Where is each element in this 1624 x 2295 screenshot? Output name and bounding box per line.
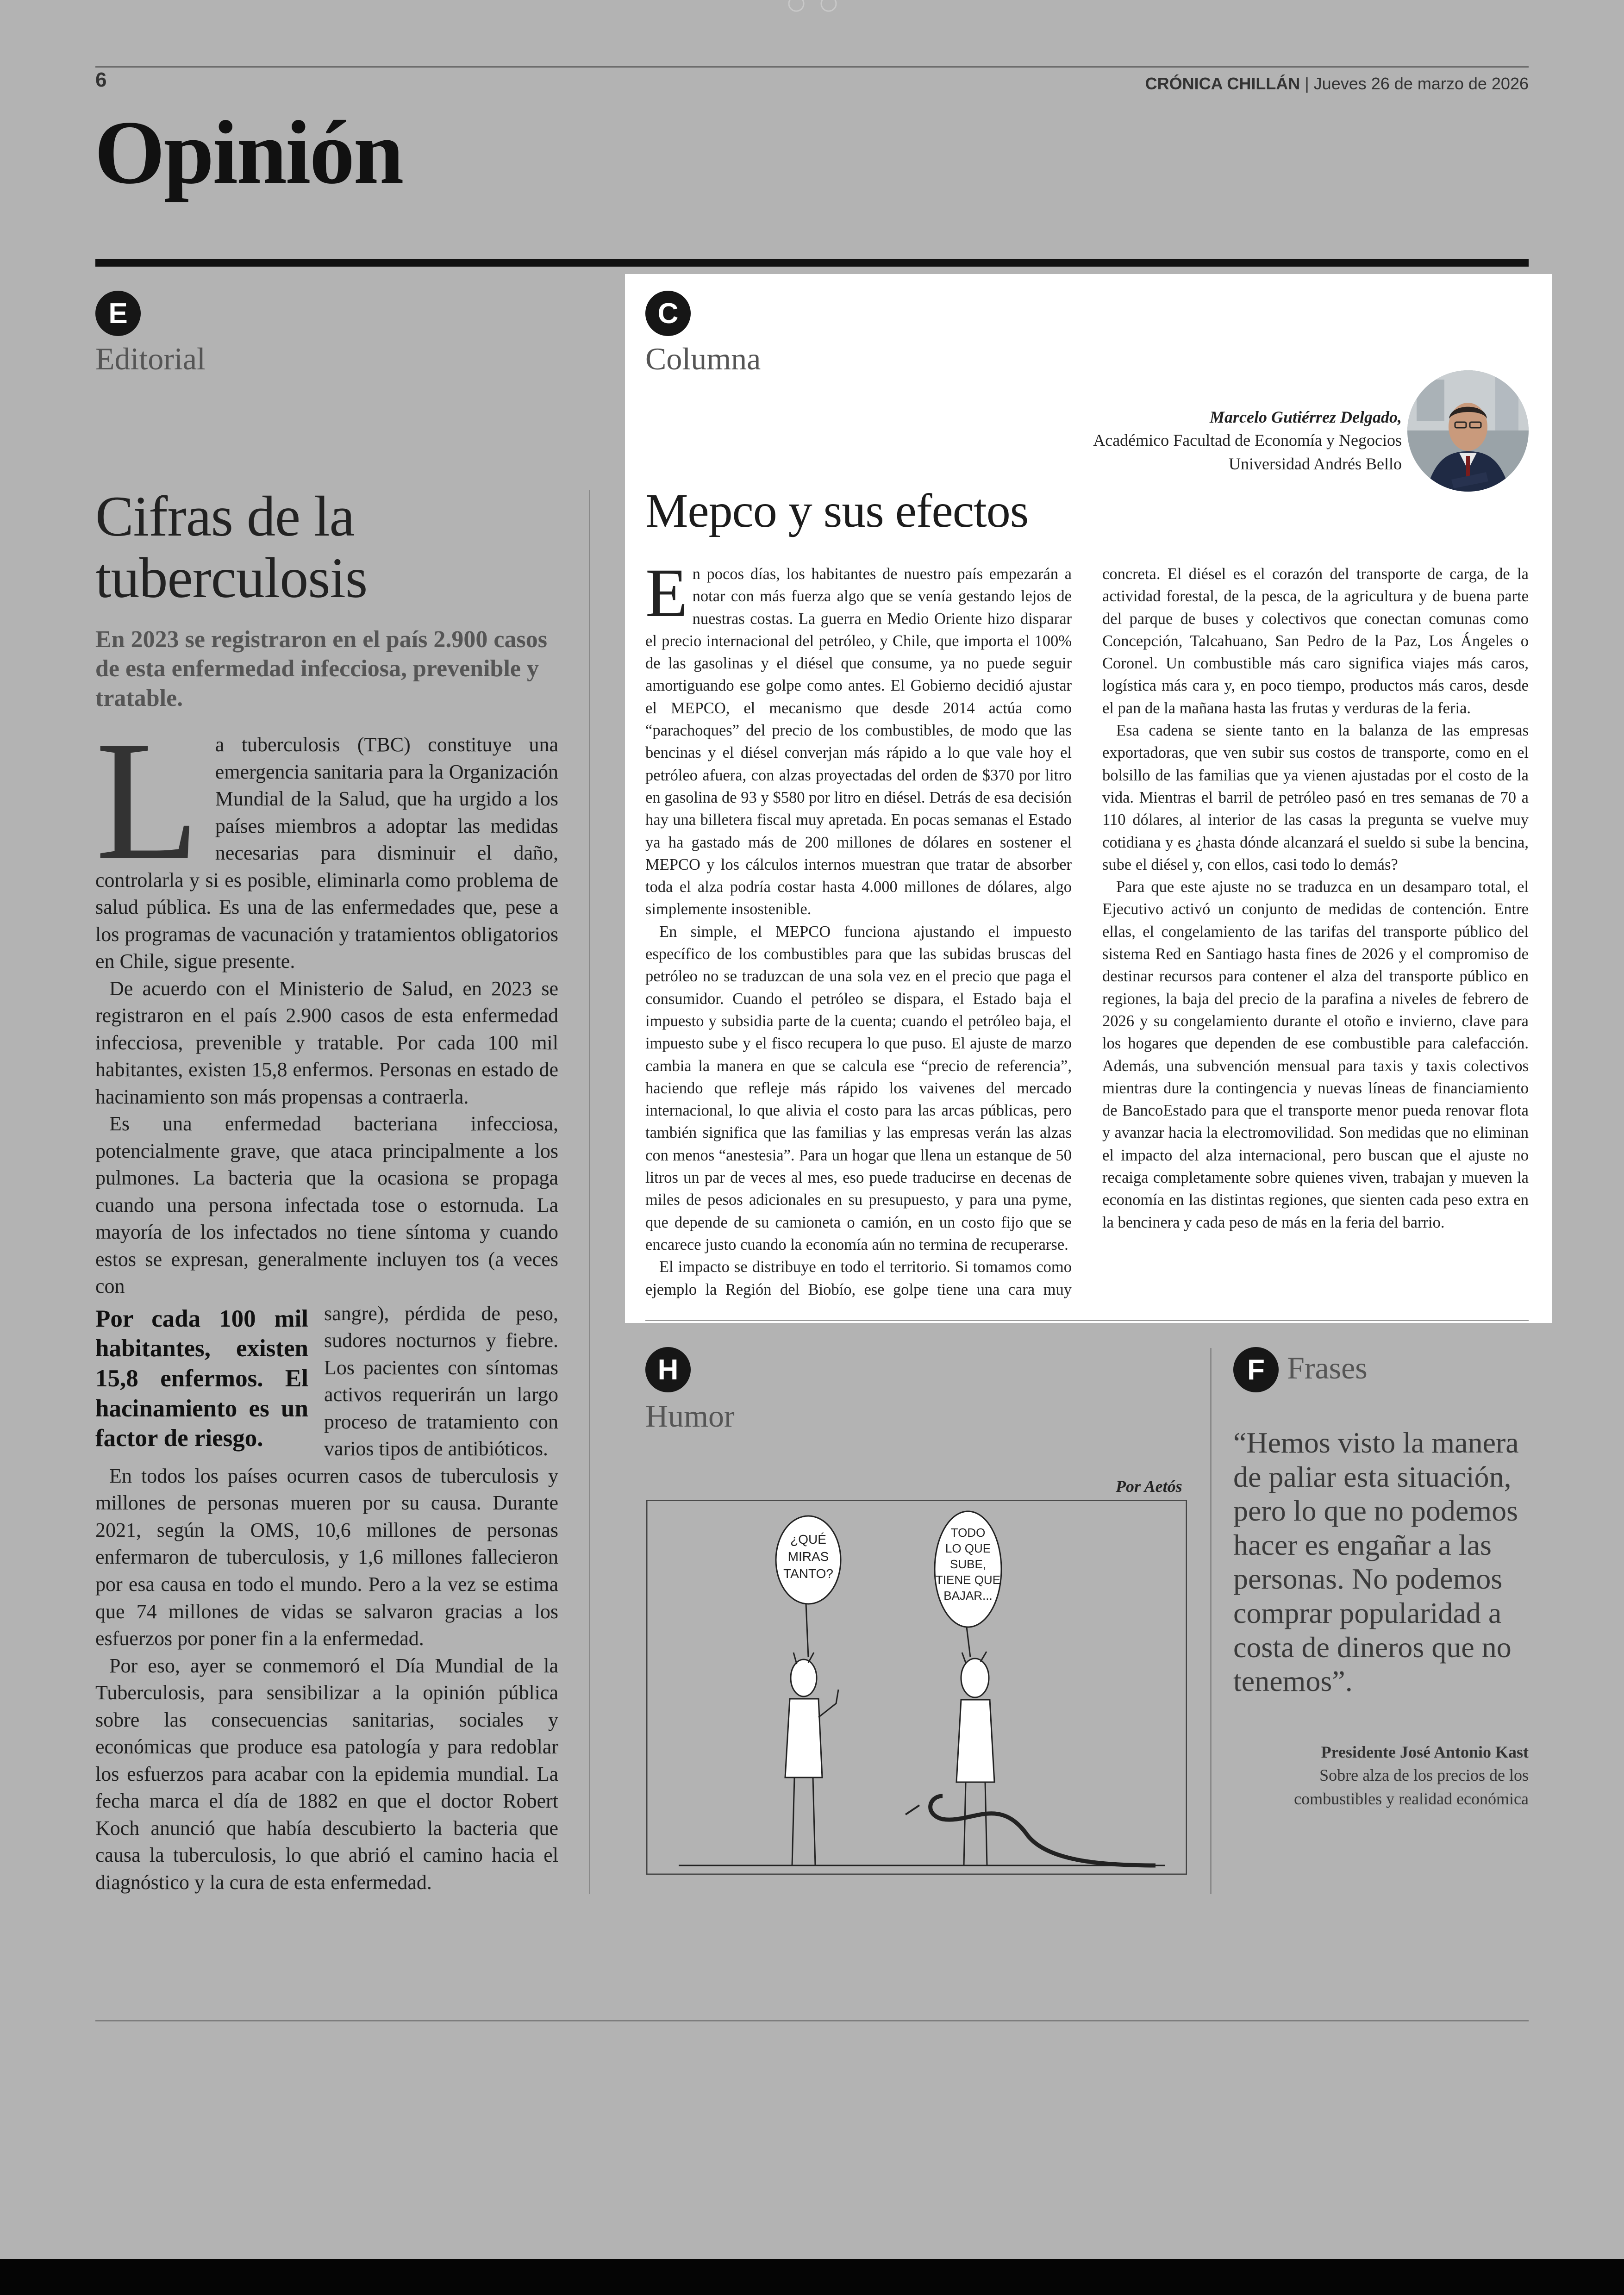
masthead (1145, 74, 1529, 94)
editorial-headline: Cifras de la tuberculosis (95, 485, 368, 610)
column-paragraph-4: Esa cadena se siente tanto en la balanza de las empresas exportadoras, que ven subir sus costos de transporte, como en el bolsillo de las familias que ya vienen ajustadas por el costo de la vida. Mientras el barril de petróleo pasó en tres semanas de 70 a 110 dólares, al interior de las casas la pregunta se vuelve muy cotidiana y es ¿hasta dónde alcanzará el sueldo si sube la bencina, sube el diésel y, con ellos, casi todo lo demás? (1102, 722, 1529, 873)
column-kicker: Columna (645, 341, 761, 376)
editorial-paragraph-5: Por eso, ayer se conmemoró el Día Mundial de la Tuberculosis, para sensibilizar a la opinión pública sobre las consecuencias sanitarias, sociales y económicas que produce esa patología y para redoblar los esfuerzos para acabar con la epidemia mundial. La fecha marca el día de 1882 en que el doctor Robert Koch anunció que había descubierto la bacteria que causa la tuberculosis, lo que abrió el camino hacia el diagnóstico y la cura de esta enfermedad. (95, 1654, 558, 1894)
speech-bubble-right-line-2: LO QUE (945, 1541, 991, 1555)
editorial-pullquote: Por cada 100 mil habitantes, existen 15,8 enfermos. El hacinamiento es un factor de riesgo. (95, 1305, 308, 1452)
speech-bubble-left-line-2: MIRAS (787, 1549, 829, 1564)
quote-context-1: Sobre alza de los precios de los (1319, 1766, 1529, 1785)
section-title: Opinión (94, 102, 403, 203)
column-body (645, 555, 1529, 1313)
cartoon-byline: Por Aetós (1116, 1477, 1182, 1496)
humor-kicker: Humor (645, 1398, 735, 1434)
section-rule (95, 259, 1529, 267)
bottom-rule (95, 2020, 1529, 2021)
top-rule (95, 66, 1529, 68)
author-role: Académico Facultad de Economía y Negocios (1093, 431, 1402, 450)
column-headline: Mepco y sus efectos (645, 484, 1029, 537)
page-nav-arrows[interactable] (782, 0, 843, 13)
editorial-kicker: Editorial (95, 341, 206, 376)
author-name: Marcelo Gutiérrez Delgado, (1210, 408, 1402, 426)
speech-bubble-right-line-3: SUBE, (949, 1557, 987, 1571)
frases-kicker: Frases (1287, 1350, 1368, 1385)
column-paragraph-2: En simple, el MEPCO funciona ajustando el impuesto específico de los combustibles para que las subidas bruscas del petróleo no se traduzcan de una sola vez en el precio que paga el consumidor. Cuando el petróleo se dispara, el Estado baja el impuesto y subsidia parte de la cuenta; cuando el petróleo baja, el impuesto sube y el fisco recupera lo que puso. El ajuste de marzo cambia la manera en que se calcula ese “precio de referencia”, haciendo que refleje más rápido los vaivenes del mercado internacional, lo que alivia el costo para las arcas públicas, pero también significa que las familias y las empresas verán las alzas con menos “anestesia”. Para un hogar que llena un estanque de 50 litros un par de veces al mes, eso puede traducirse en decenas de miles de pesos adicionales en su presupuesto, y para una pyme, que depende de su camioneta o camión, en un costo fijo que se encarece justo cuando la economía aún no termina de recuperarse. (645, 923, 1072, 1254)
publication-name: CRÓNICA CHILLÁN (1145, 74, 1300, 93)
editorial-badge: E (95, 291, 141, 336)
column-bottom-rule (645, 1320, 1529, 1321)
editorial-deck: En 2023 se registraron en el país 2.900 casos de esta enfermedad infecciosa, prevenible y tratable. (95, 626, 547, 711)
column-badge: C (645, 291, 691, 336)
column-paragraph-1: n pocos días, los habitantes de nuestro país empezarán a notar con más fuerza algo que se venía gestando lejos de nuestras costas. La guerra en Medio Oriente hizo disparar el precio internacional del petróleo, y Chile, que importa el 100% de las gasolinas y el diésel que consume, ya no puede seguir amortiguando ese golpe como antes. El Gobierno decidió ajustar el MEPCO, el mecanismo que desde 2014 actúa como “parachoques” del precio de los combustibles, de modo que las bencinas y el diésel converjan más rápido a lo que vale hoy el petróleo afuera, con alzas proyectadas del orden de $370 por litro en gasolina de 93 y $580 por litro en diésel. Detrás de esa decisión hay una billetera fiscal muy apretada. En pocas semanas el Estado ya ha gastado más de 200 millones de dólares en sostener el MEPCO y los cálculos internos muestran que tratar de absorber toda el alza podría costar hasta 4.000 millones de dólares, algo simplemente insostenible. (645, 565, 1072, 918)
editorial-paragraph-1: a tuberculosis (TBC) constituye una emergencia sanitaria para la Organización Mundial de la Salud, que ha urgido a los países miembros a adoptar las medidas necesarias para disminuir el daño, controlarla y si es posible, eliminarla como problema de salud pública. Es una de las enfermedades que, pese a los programas de vacunación y tratamientos obligatorios en Chile, sigue presente. (95, 733, 558, 973)
editorial-paragraph-2: De acuerdo con el Ministerio de Salud, en 2023 se registraron en el país 2.900 casos de esta enfermedad infecciosa, prevenible y tratable. Por cada 100 mil habitantes, existen 15,8 enfermos. Personas en estado de hacinamiento son más propensas a contraerla. (95, 977, 558, 1108)
editorial-dropcap: L (95, 706, 200, 895)
editorial-paragraph-3: Es una enfermedad bacteriana infecciosa, potencialmente grave, que ataca principalmente a los pulmones. La bacteria que la ocasiona se propaga cuando una persona infectada tose o estornuda. La mayoría de los infectados no tiene síntoma y cuando estos se expresan, generalmente incluyen tos (a veces con (95, 1112, 558, 1298)
quote-author: Presidente José Antonio Kast (1321, 1743, 1529, 1761)
editorial-paragraph-3b: sangre), pérdida de peso, sudores nocturnos y fiebre. Los pacientes con síntomas activos requerirán un largo proceso de tratamiento con varios tipos de antibióticos. (324, 1302, 558, 1460)
speech-bubble-left-line-3: TANTO? (783, 1566, 833, 1581)
speech-bubble-left-line-1: ¿QUÉ (790, 1532, 826, 1547)
humor-badge: H (645, 1347, 691, 1392)
cartoon-figure-right (956, 1652, 994, 1865)
column-paragraph-5: Para que este ajuste no se traduzca en un desamparo total, el Ejecutivo activó un conjunto de medidas de contención. Entre ellas, el congelamiento de las tarifas del transporte público del sistema Red en Santiago hasta fines de 2026 y el compromiso de destinar recursos para contener el alza del transporte público en regiones, la baja del precio de la parafina a niveles de febrero de 2026 y su congelamiento durante el otoño e invierno, clave para los hogares que dependen de ese combustible para calefacción. Además, una subvención mensual para taxis y taxis colectivos mientras dure la contingencia y nuevas líneas de financiamiento de BancoEstado para que el transporte menor pueda renovar flota y avanzar hacia la electromovilidad. Son medidas que no eliminan el impacto del alza internacional, pero buscan que el ajuste no recaiga completamente sobre quienes viven, trabajan y mueven la economía en las distintas regiones, que sienten cada peso extra en la bencinera y cada peso de más en la feria del barrio. (1102, 878, 1529, 1231)
page-number: 6 (95, 69, 107, 91)
speech-bubble-right-line-5: BAJAR... (943, 1589, 993, 1603)
frases-badge: F (1233, 1347, 1279, 1392)
cartoon-illustration (646, 1500, 1187, 1875)
editorial-column-divider (589, 490, 590, 1894)
cartoon-figure-left (785, 1653, 838, 1865)
speech-bubble-right-line-4: TIENE QUE (935, 1573, 1001, 1587)
editorial-body (95, 706, 558, 1896)
editorial-paragraph-4: En todos los países ocurren casos de tuberculosis y millones de personas mueren por su causa. Durante 2021, según la OMS, 10,6 millones de personas enfermaron de tuberculosis, y 1,6 millones fallecieron por esa causa en todo el mundo. Pero a la vez se estima que 74 millones de vidas se salvaron gracias a los esfuerzos por poner fin a la enfermedad. (95, 1464, 558, 1650)
author-photo (1407, 370, 1529, 492)
viewer-bottom-bar (0, 2259, 1624, 2295)
humor-frases-divider (1210, 1348, 1212, 1894)
issue-date: | Jueves 26 de marzo de 2026 (1305, 74, 1529, 93)
column-dropcap: E (645, 555, 688, 631)
quote-context-2: combustibles y realidad económica (1294, 1789, 1529, 1808)
frases-attribution (1294, 1740, 1529, 1810)
column-author (1093, 405, 1402, 475)
speech-bubble-right-line-1: TODO (950, 1526, 986, 1540)
author-org: Universidad Andrés Bello (1229, 454, 1402, 473)
column-paragraph-3: El impacto se distribuye en todo el territorio. Si tomamos como ejemplo la Región del Biobío, ese golpe tiene una cara muy concreta. El diésel es el corazón del transporte de carga, de la actividad forestal, de la pesca, de la agricultura y de buena parte del parque de buses y colectivos que conectan comunas como Concepción, Talcahuano, San Pedro de la Paz, Los Ángeles o Coronel. Un combustible más caro significa viajes más caros, logística más cara y, en poco tiempo, productos más caros, desde el pan de la mañana hasta las frutas y verduras de la feria. (645, 565, 1529, 1298)
frases-quote: “Hemos visto la manera de paliar esta situación, pero lo que no podemos hacer es engañar a las personas. No podemos comprar popularidad a costa de dineros que no tenemos”. (1233, 1426, 1519, 1698)
